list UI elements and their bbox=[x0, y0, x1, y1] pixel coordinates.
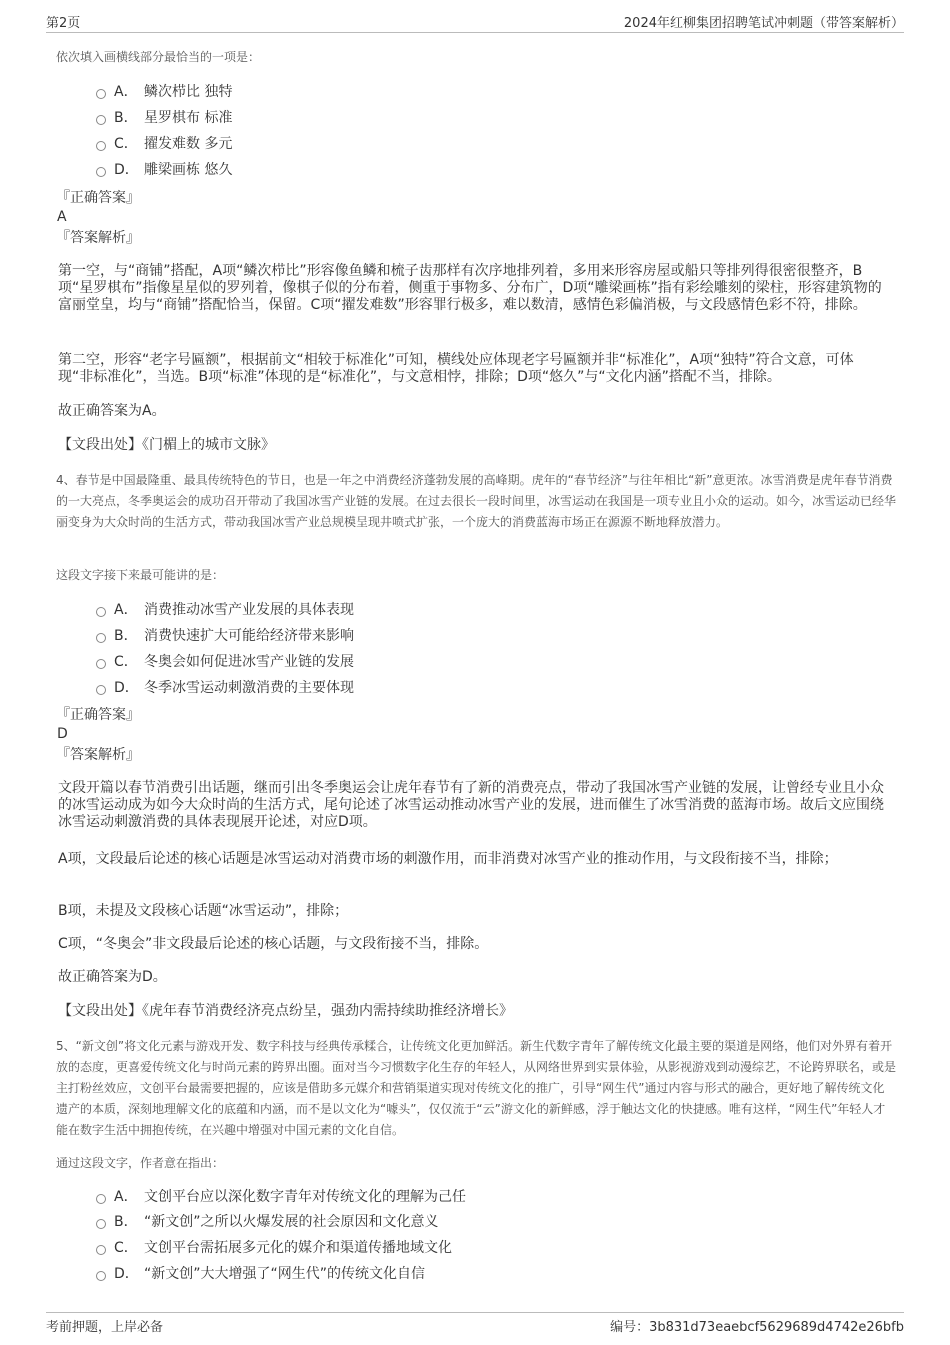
q4-answer-label: 『正确答案』 bbox=[56, 707, 140, 723]
radio-icon[interactable] bbox=[96, 633, 106, 643]
q5-option-c[interactable]: C． 文创平台需拓展多元化的媒介和渠道传播地域文化 bbox=[96, 1239, 452, 1257]
q4-option-d[interactable]: D． 冬季冰雪运动刺激消费的主要体现 bbox=[96, 679, 354, 697]
page-number: 第2页 bbox=[46, 16, 81, 31]
q3-option-a[interactable]: A． 鳞次栉比 独特 bbox=[96, 83, 232, 101]
q3-source: 【文段出处】《门楣上的城市文脉》 bbox=[58, 437, 275, 453]
q3-analysis-label: 『答案解析』 bbox=[56, 230, 140, 246]
page-footer bbox=[46, 1312, 904, 1336]
radio-icon[interactable] bbox=[96, 607, 106, 617]
q4-text: 4、春节是中国最隆重、最具传统特色的节日，也是一年之中消费经济蓬勃发展的高峰期。虎年的“春节经济”与往年相比“新”意更浓。冰雪消费是虎年春节消费的一大亮点，冬季奥运会的成功召开带动了我国冰雪产业链的发展。在过去很长一段时间里，冰雪运动在我国是一项专业且小众的运动。如今，冰雪运动已经华丽变身为大众时尚的生活方式，带动我国冰雪产业总规模呈现井喷式扩张，一个庞大的消费蓝海市场正在源源不断地释放潜力。 bbox=[56, 473, 897, 529]
q3-answer-label: 『正确答案』 bbox=[56, 190, 140, 206]
radio-icon[interactable] bbox=[96, 685, 106, 695]
q3-option-c[interactable]: C． 擢发难数 多元 bbox=[96, 135, 232, 153]
q3-option-d[interactable]: D． 雕梁画栋 悠久 bbox=[96, 161, 232, 179]
q4-analysis-paragraph: 文段开篇以春节消费引出话题，继而引出冬季奥运会让虎年春节有了新的消费亮点，带动了我国冰雪产业链的发展，让曾经专业且小众的冰雪运动成为如今大众时尚的生活方式，尾句论述了冰雪运动推动冰雪产业的发展，进而催生了冰雪消费的蓝海市场。故后文应围绕冰雪运动刺激消费的具体表现展开论述，对应D项。 bbox=[58, 780, 884, 830]
radio-icon[interactable] bbox=[96, 141, 106, 151]
radio-icon[interactable] bbox=[96, 167, 106, 177]
radio-icon[interactable] bbox=[96, 115, 106, 125]
q4-answer: D bbox=[57, 726, 68, 742]
q4-analysis-label: 『答案解析』 bbox=[56, 747, 140, 763]
q4-prompt: 这段文字接下来最可能讲的是： bbox=[56, 568, 225, 582]
q4-source: 【文段出处】《虎年春节消费经济亮点纷呈，强劲内需持续助推经济增长》 bbox=[58, 1003, 513, 1019]
q4-option-c[interactable]: C． 冬奥会如何促进冰雪产业链的发展 bbox=[96, 653, 354, 671]
q3-option-b[interactable]: B． 星罗棋布 标准 bbox=[96, 109, 232, 127]
q3-answer: A bbox=[57, 209, 67, 225]
q3-prompt: 依次填入画横线部分最恰当的一项是： bbox=[56, 50, 261, 64]
q3-analysis-paragraph: 第二空，形容“老字号匾额”，根据前文“相较于标准化”可知，横线处应体现老字号匾额并非“标准化”，A项“独特”符合文意，可体现“非标准化”，当选。B项“标准”体现的是“标准化”，与文意相悖，排除；D项“悠久”与“文化内涵”搭配不当，排除。 bbox=[58, 352, 854, 385]
document-title: 2024年红柳集团招聘笔试冲刺题（带答案解析） bbox=[623, 16, 904, 31]
q5-option-d[interactable]: D． “新文创”大大增强了“网生代”的传统文化自信 bbox=[96, 1265, 425, 1283]
q3-analysis-paragraph: 第一空，与“商铺”搭配，A项“鳞次栉比”形容像鱼鳞和梳子齿那样有次序地排列着，多用来形容房屋或船只等排列得很密很整齐，B项“星罗棋布”指像星星似的罗列着，像棋子似的分布着，侧重于事物多、分布广，D项“雕梁画栋”指有彩绘雕刻的梁柱，形容建筑物的富丽堂皇，均与“商铺”搭配恰当，保留。C项“擢发难数”形容罪行极多，难以数清，感情色彩偏消极，与文段感情色彩不符，排除。 bbox=[58, 263, 882, 313]
q5-text: 5、“新文创”将文化元素与游戏开发、数字科技与经典传承糅合，让传统文化更加鲜活。新生代数字青年了解传统文化最主要的渠道是网络，他们对外界有着开放的态度，更喜爱传统文化与时尚元素的跨界出圈。面对当今习惯数字化生存的年轻人，从网络世界到实景体验，从影视游戏到动漫综艺，不论跨界联名，或是主打粉丝效应，文创平台最需要把握的，应该是借助多元媒介和营销渠道实现对传统文化的推广，引导“网生代”通过内容与形式的融合，更好地了解传统文化遗产的本质，深刻地理解文化的底蕴和内涵，而不是以文化为“噱头”，仅仅流于“云”游文化的新鲜感，浮于触达文化的快捷感。唯有这样，“网生代”年轻人才能在数字生活中拥抱传统，在兴趣中增强对中国元素的文化自信。 bbox=[56, 1039, 897, 1137]
radio-icon[interactable] bbox=[96, 659, 106, 669]
q3-analysis-conclusion: 故正确答案为A。 bbox=[58, 403, 166, 419]
document-code: 编号：3b831d73eaebcf5629689d4742e26bfb bbox=[610, 1320, 904, 1335]
q5-option-a[interactable]: A． 文创平台应以深化数字青年对传统文化的理解为己任 bbox=[96, 1188, 466, 1206]
q5-prompt: 通过这段文字，作者意在指出： bbox=[56, 1156, 225, 1170]
radio-icon[interactable] bbox=[96, 1194, 106, 1204]
q4-analysis-paragraph: B项，未提及文段核心话题“冰雪运动”，排除； bbox=[58, 903, 349, 919]
footer-slogan: 考前押题，上岸必备 bbox=[46, 1320, 164, 1335]
radio-icon[interactable] bbox=[96, 89, 106, 99]
radio-icon[interactable] bbox=[96, 1271, 106, 1281]
q5-option-b[interactable]: B． “新文创”之所以火爆发展的社会原因和文化意义 bbox=[96, 1213, 439, 1231]
q4-analysis-paragraph: C项，“冬奥会”非文段最后论述的核心话题，与文段衔接不当，排除。 bbox=[58, 936, 489, 952]
q4-option-b[interactable]: B． 消费快速扩大可能给经济带来影响 bbox=[96, 627, 354, 645]
page-header bbox=[46, 12, 904, 33]
q4-option-a[interactable]: A． 消费推动冰雪产业发展的具体表现 bbox=[96, 601, 354, 619]
q4-analysis-paragraph: A项，文段最后论述的核心话题是冰雪运动对消费市场的刺激作用，而非消费对冰雪产业的推动作用，与文段衔接不当，排除； bbox=[58, 851, 838, 867]
radio-icon[interactable] bbox=[96, 1219, 106, 1229]
radio-icon[interactable] bbox=[96, 1245, 106, 1255]
q4-analysis-conclusion: 故正确答案为D。 bbox=[58, 969, 167, 985]
